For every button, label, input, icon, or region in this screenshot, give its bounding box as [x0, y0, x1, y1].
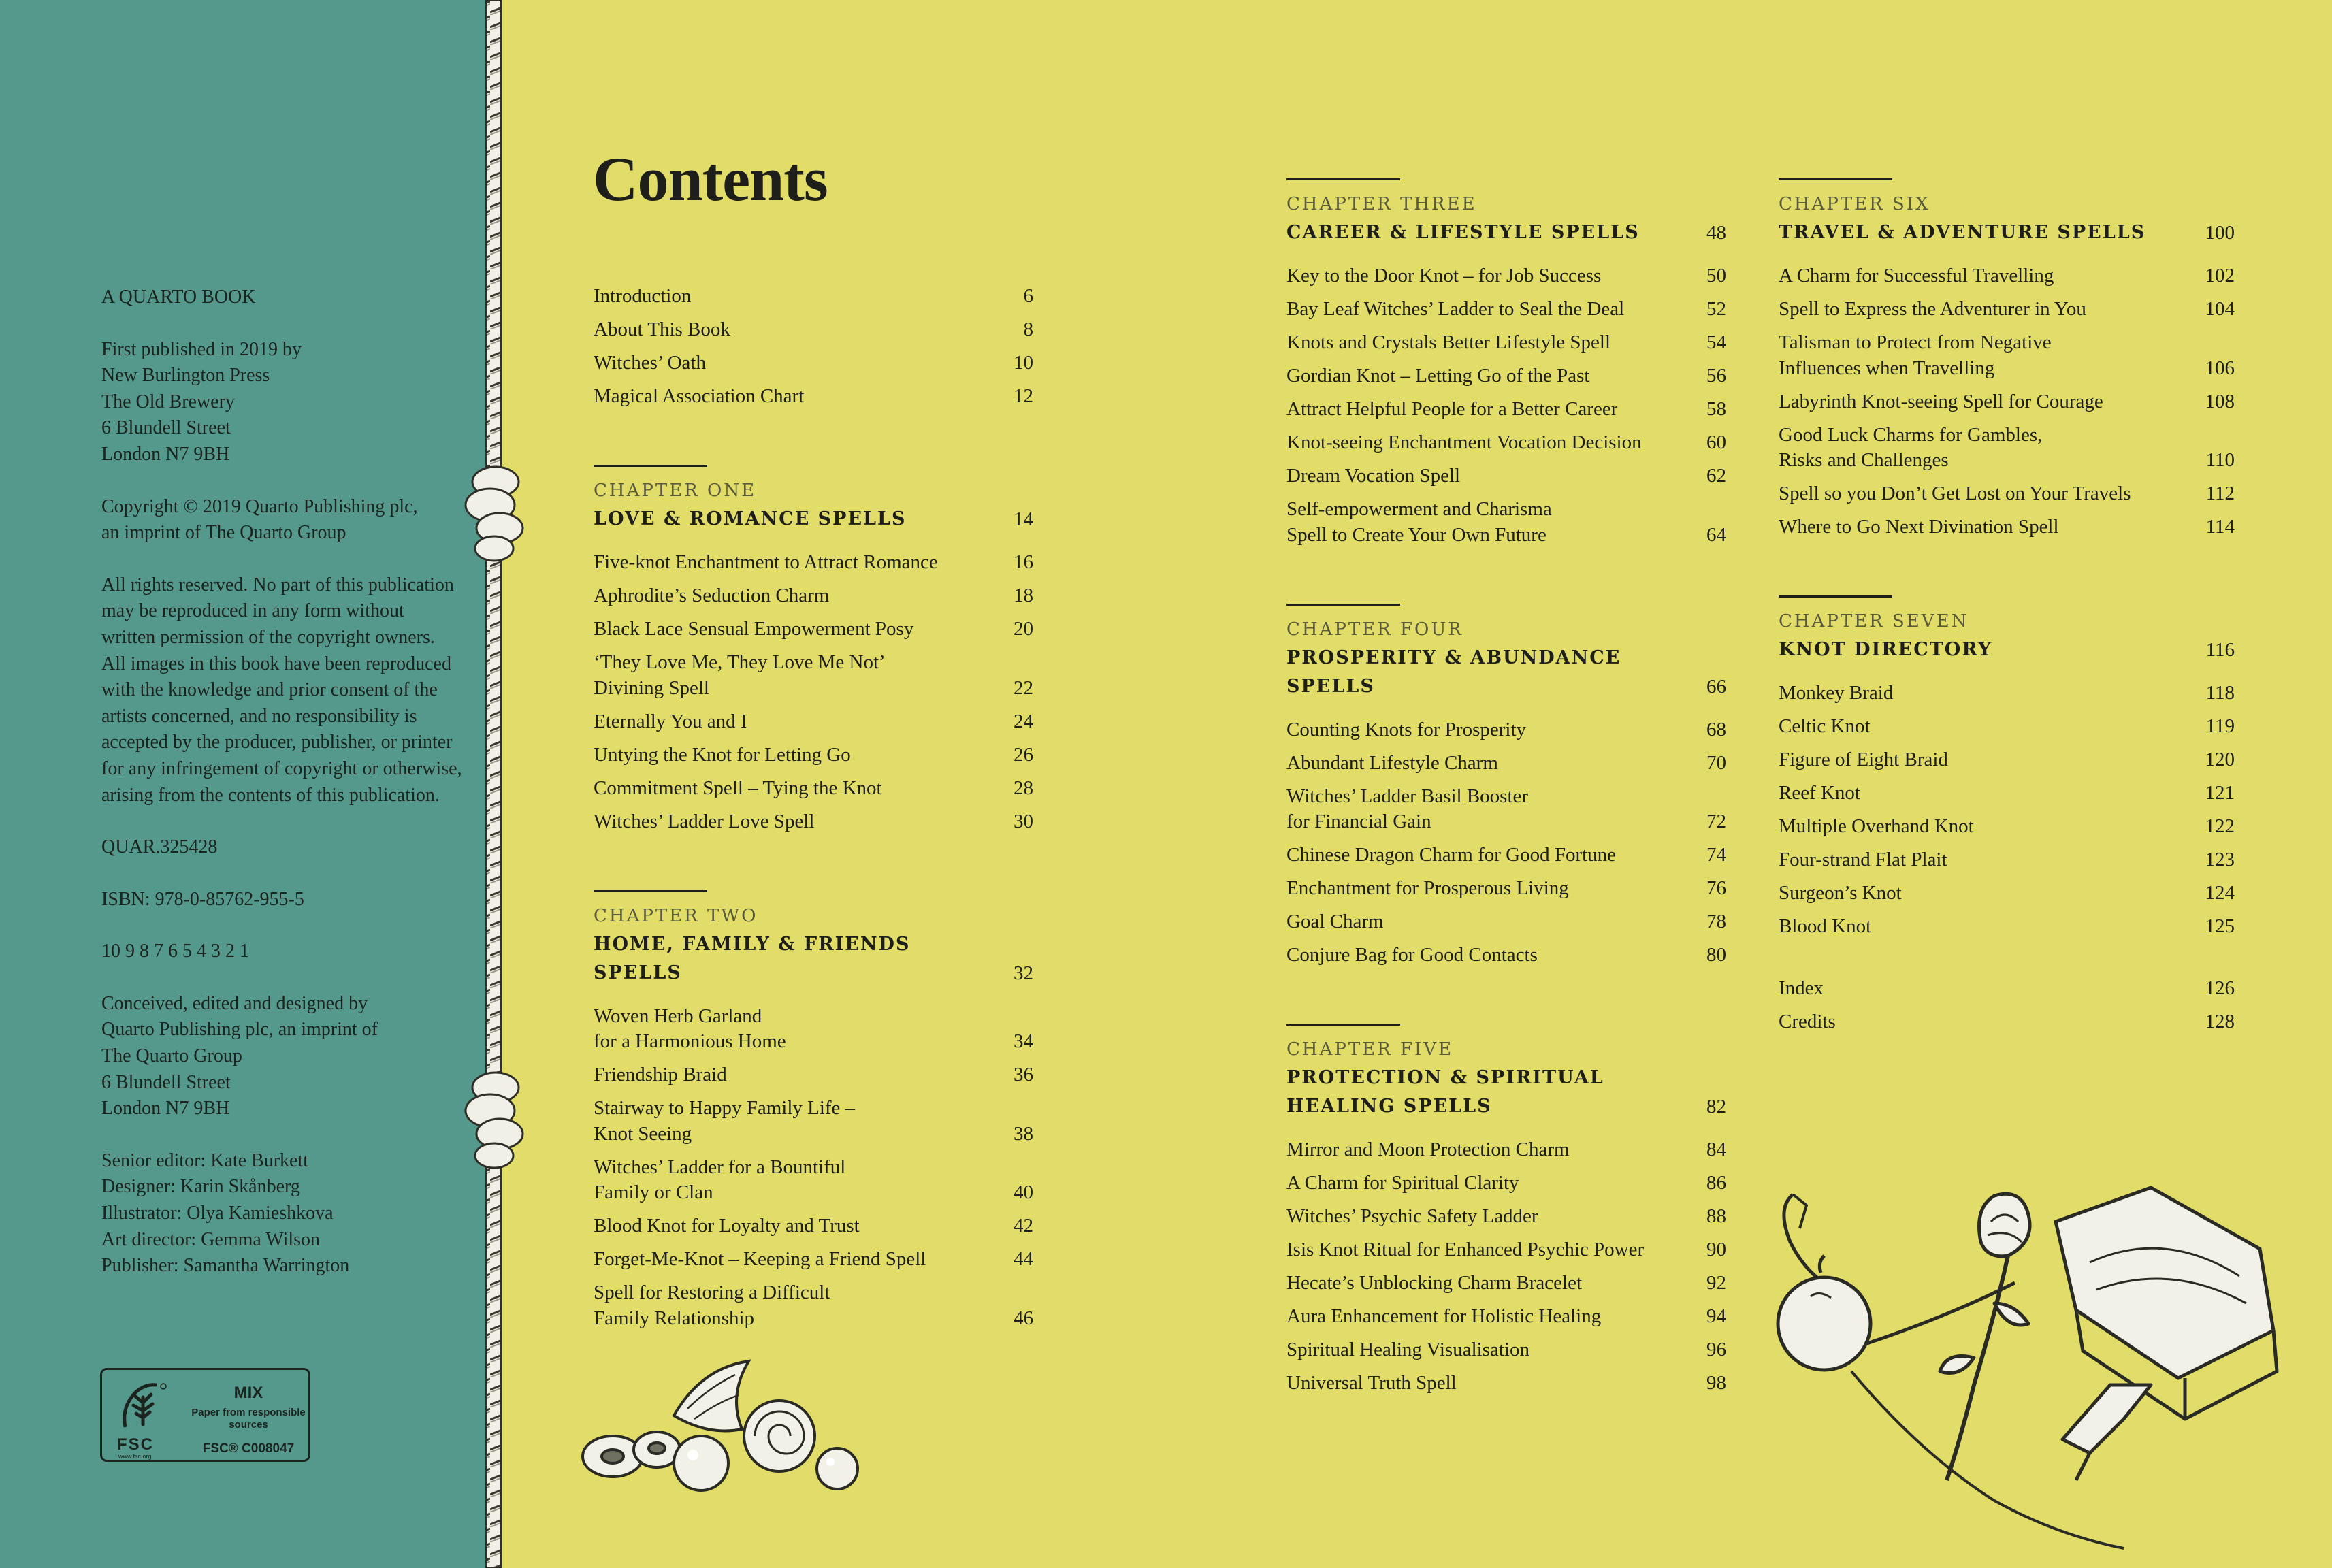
- chapter-rule: [1779, 595, 1892, 598]
- chapter-heading-one[interactable]: CHAPTER ONE LOVE & ROMANCE SPELLS 14: [594, 465, 1033, 534]
- toc-entry[interactable]: Witches’ Ladder Love Spell 30: [594, 810, 1033, 832]
- fsc-url: www.fsc.org: [118, 1453, 152, 1460]
- toc-entry[interactable]: Good Luck Charms for Gambles, Risks and Challenges 110: [1779, 423, 2235, 471]
- chapter-rule: [1286, 1024, 1400, 1026]
- toc-entry[interactable]: A Charm for Spiritual Clarity 86: [1286, 1172, 1726, 1194]
- toc-entry[interactable]: Friendship Braid 36: [594, 1064, 1033, 1085]
- toc-entry[interactable]: Gordian Knot – Letting Go of the Past 56: [1286, 365, 1726, 387]
- toc-entry[interactable]: Isis Knot Ritual for Enhanced Psychic Power 90: [1286, 1239, 1726, 1260]
- toc-entry[interactable]: Eternally You and I 24: [594, 710, 1033, 732]
- toc-entry[interactable]: Dream Vocation Spell 62: [1286, 465, 1726, 487]
- fsc-code: FSC® C008047: [202, 1441, 295, 1456]
- page-title: Contents: [593, 144, 828, 214]
- toc-entry[interactable]: Four-strand Flat Plait 123: [1779, 849, 2235, 870]
- fsc-mix-subtitle: Paper from responsible sources: [191, 1407, 306, 1431]
- chapter-rule: [1286, 178, 1400, 180]
- toc-entry[interactable]: Talisman to Protect from Negative Influences when Travelling 106: [1779, 331, 2235, 379]
- toc-entry[interactable]: Enchantment for Prosperous Living 76: [1286, 877, 1726, 899]
- toc-entry-credits[interactable]: Credits 128: [1779, 1011, 2235, 1032]
- toc-entry[interactable]: Knot-seeing Enchantment Vocation Decision 60: [1286, 431, 1726, 453]
- toc-entry[interactable]: Witches’ Ladder for a Bountiful Family or Clan 40: [594, 1156, 1033, 1203]
- toc-entry[interactable]: Abundant Lifestyle Charm 70: [1286, 751, 1726, 774]
- toc-entry[interactable]: Woven Herb Garland for a Harmonious Home 34: [594, 1004, 1033, 1052]
- toc-entry[interactable]: Five-knot Enchantment to Attract Romance 16: [594, 551, 1033, 573]
- toc-entry[interactable]: Hecate’s Unblocking Charm Bracelet 92: [1286, 1272, 1726, 1294]
- toc-entry[interactable]: Witches’ Ladder Basil Booster for Financial Gain 72: [1286, 785, 1726, 832]
- toc-entry[interactable]: Conjure Bag for Good Contacts 80: [1286, 944, 1726, 966]
- copyright-block: Copyright © 2019 Quarto Publishing plc, an imprint of The Quarto Group: [101, 495, 418, 544]
- toc-entry[interactable]: Chinese Dragon Charm for Good Fortune 74: [1286, 844, 1726, 866]
- toc-entry-index[interactable]: Index 126: [1779, 977, 2235, 999]
- chapter-rule: [1779, 178, 1892, 180]
- toc-entry[interactable]: Bay Leaf Witches’ Ladder to Seal the Deal 52: [1286, 298, 1726, 320]
- fsc-mix: MIX: [233, 1384, 263, 1402]
- toc-entry[interactable]: A Charm for Successful Travelling 102: [1779, 265, 2235, 287]
- toc-entry[interactable]: ‘They Love Me, They Love Me Not’ Divining Spell 22: [594, 651, 1033, 699]
- isbn: ISBN: 978-0-85762-955-5: [101, 888, 304, 910]
- toc-column-2: [1286, 178, 1726, 1404]
- toc-entry[interactable]: Spell for Restoring a Difficult Family Relationship 46: [594, 1281, 1033, 1329]
- toc-entry[interactable]: Spell so you Don’t Get Lost on Your Travels 112: [1779, 483, 2235, 504]
- toc-entry[interactable]: Where to Go Next Divination Spell 114: [1779, 516, 2235, 538]
- toc-entry[interactable]: Witches’ Oath 10: [594, 352, 1033, 374]
- toc-entry[interactable]: Surgeon’s Knot 124: [1779, 882, 2235, 904]
- toc-entry[interactable]: Attract Helpful People for a Better Career 58: [1286, 398, 1726, 420]
- toc-entry[interactable]: Self-empowerment and Charisma Spell to Create Your Own Future 64: [1286, 498, 1726, 546]
- rope-knot-upper: [466, 467, 523, 561]
- chapter-rule: [594, 890, 707, 892]
- apple-rose-book-illustration: [1770, 1181, 2301, 1562]
- toc-column-3: [1779, 178, 2235, 1043]
- chapter-heading-four[interactable]: CHAPTER FOUR PROSPERITY & ABUNDANCE SPELLS 66: [1286, 604, 1726, 701]
- fsc-tree-icon: [116, 1379, 170, 1437]
- toc-entry[interactable]: Mirror and Moon Protection Charm 84: [1286, 1139, 1726, 1160]
- toc-entry[interactable]: Magical Association Chart 12: [594, 385, 1033, 407]
- toc-entry[interactable]: Universal Truth Spell 98: [1286, 1372, 1726, 1394]
- chapter-heading-six[interactable]: CHAPTER SIX TRAVEL & ADVENTURE SPELLS 100: [1779, 178, 2235, 247]
- toc-entry[interactable]: Blood Knot for Loyalty and Trust 42: [594, 1215, 1033, 1237]
- toc-entry[interactable]: Reef Knot 121: [1779, 782, 2235, 804]
- toc-entry[interactable]: About This Book 8: [594, 318, 1033, 340]
- chapter-rule: [1286, 604, 1400, 606]
- toc-entry[interactable]: Monkey Braid 118: [1779, 682, 2235, 704]
- chapter-heading-five[interactable]: CHAPTER FIVE PROTECTION & SPIRITUAL HEALING SPELLS 82: [1286, 1024, 1726, 1121]
- toc-entry[interactable]: Commitment Spell – Tying the Knot 28: [594, 777, 1033, 799]
- toc-entry[interactable]: Labyrinth Knot-seeing Spell for Courage 108: [1779, 390, 2235, 412]
- toc-entry[interactable]: Key to the Door Knot – for Job Success 50: [1286, 265, 1726, 287]
- imprint-text: [101, 284, 462, 1305]
- toc-entry[interactable]: Blood Knot 125: [1779, 915, 2235, 937]
- toc-entry[interactable]: Witches’ Psychic Safety Ladder 88: [1286, 1205, 1726, 1227]
- quarto-book-line: A QUARTO BOOK: [101, 287, 256, 308]
- toc-column-1: [594, 284, 1033, 1339]
- toc-entry[interactable]: Aura Enhancement for Holistic Healing 94: [1286, 1305, 1726, 1327]
- credits-block: Senior editor: Kate Burkett Designer: Karin Skånberg Illustrator: Olya Kamieshkova Art director: Gemma Wilson Publisher: Samantha Warrington: [101, 1149, 350, 1277]
- first-published-block: First published in 2019 by New Burlington Press The Old Brewery 6 Blundell Street London N7 9BH: [101, 338, 302, 465]
- rope-divider-illustration: [463, 0, 538, 1568]
- chapter-rule: [594, 465, 707, 467]
- toc-entry[interactable]: Spell to Express the Adventurer in You 104: [1779, 298, 2235, 320]
- chapter-heading-three[interactable]: CHAPTER THREE CAREER & LIFESTYLE SPELLS 48: [1286, 178, 1726, 247]
- print-line: 10 9 8 7 6 5 4 3 2 1: [101, 941, 249, 962]
- toc-entry[interactable]: Black Lace Sensual Empowerment Posy 20: [594, 618, 1033, 640]
- toc-entry[interactable]: Multiple Overhand Knot 122: [1779, 815, 2235, 837]
- quar-code: QUAR.325428: [101, 836, 218, 858]
- toc-entry[interactable]: Aphrodite’s Seduction Charm 18: [594, 585, 1033, 606]
- rope-knot-lower: [466, 1073, 523, 1168]
- toc-entry[interactable]: Forget-Me-Knot – Keeping a Friend Spell 44: [594, 1248, 1033, 1270]
- toc-entry[interactable]: Counting Knots for Prosperity 68: [1286, 718, 1726, 740]
- toc-entry[interactable]: Spiritual Healing Visualisation 96: [1286, 1339, 1726, 1360]
- toc-entry[interactable]: Goal Charm 78: [1286, 911, 1726, 932]
- toc-entry[interactable]: Untying the Knot for Letting Go 26: [594, 743, 1033, 766]
- shells-illustration: [572, 1354, 926, 1497]
- chapter-heading-two[interactable]: CHAPTER TWO HOME, FAMILY & FRIENDS SPELLS 32: [594, 890, 1033, 987]
- toc-entry[interactable]: Celtic Knot 119: [1779, 715, 2235, 737]
- toc-entry[interactable]: Knots and Crystals Better Lifestyle Spell 54: [1286, 331, 1726, 353]
- toc-entry[interactable]: Stairway to Happy Family Life – Knot Seeing 38: [594, 1097, 1033, 1145]
- chapter-heading-seven[interactable]: CHAPTER SEVEN KNOT DIRECTORY 116: [1779, 595, 2235, 664]
- toc-entry[interactable]: Introduction 6: [594, 285, 1033, 307]
- fsc-badge: [100, 1368, 310, 1462]
- toc-entry[interactable]: Figure of Eight Braid 120: [1779, 749, 2235, 770]
- fsc-logo-text: FSC: [117, 1435, 154, 1454]
- conceived-block: Conceived, edited and designed by Quarto Publishing plc, an imprint of The Quarto Group 6 Blundell Street London N7 9BH: [101, 992, 378, 1120]
- rights-block: All rights reserved. No part of this publication may be reproduced in any form without written permission of the copyright owners. All images in this book have been reproduced with the knowledge and prior consent of the artists concerned, and no responsibility is accepted by the producer, publisher, or printer for any infringement of copyright or otherwise, arising from the contents of this publication.: [101, 574, 462, 806]
